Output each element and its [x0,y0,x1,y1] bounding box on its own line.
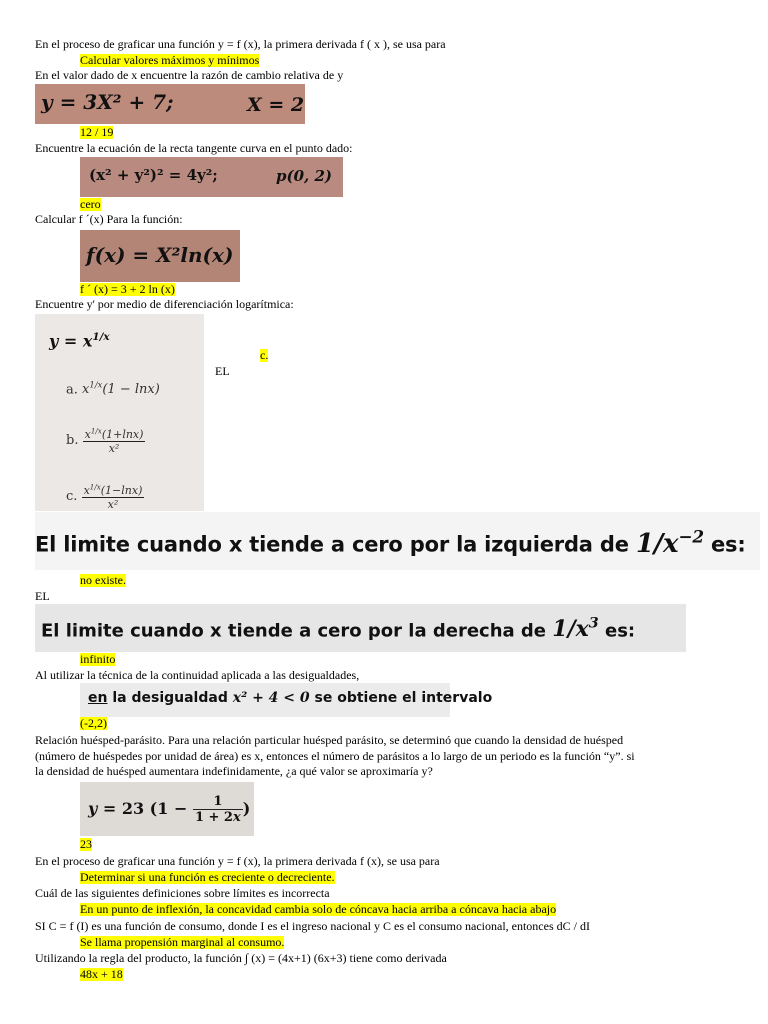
answer-highlight: cero [80,197,101,211]
answer-highlight: 12 / 19 [80,125,114,139]
question-text: Relación huésped-parásito. Para una relación particular huésped parásito, se determinó que cuando la densidad de huésped [35,733,624,747]
formula-text: y = 3X² + 7; [41,90,174,114]
side-label: EL [215,364,230,378]
question-text: Encuentre la ecuación de la recta tangente curva en el punto dado: [35,141,353,155]
answer-highlight: Se llama propensión marginal al consumo. [80,935,285,949]
point-label: p(0, 2) [276,167,333,185]
formula-text: f(x) = X²ln(x) [86,243,234,267]
question-text: Utilizando la regla del producto, la función ∫ (x) = (4x+1) (6x+3) tiene como derivada [35,951,447,965]
question-text: (número de huéspedes por unidad de área) es x, entonces el número de parásitos a lo largo de un periodo es la función “y”. si [35,749,635,763]
formula-image [80,683,493,717]
formula-image [80,157,343,197]
option-c: c. $\frac{x^{1/x}(1-\ln x)}{\text{x²}}$ [66,482,143,511]
given-value: X = 2 [247,94,305,116]
formula-text: (x² + y²)² = 4y²; [89,166,218,184]
answer-highlight: infinito [80,652,116,666]
formula-image [35,84,305,124]
answer-highlight: 48x + 18 [80,967,123,981]
formula-image [80,782,254,836]
answer-highlight: c. [260,348,269,362]
question-text: El limite cuando x tiende a cero por la izquierda de $1/x^{-2}$ es: [35,526,746,559]
answer-highlight: En un punto de inflexión, la concavidad cambia solo de cóncava hacia arriba a cóncava hacia abajo [80,902,557,916]
option-a: a. $x^{1/x}(1 - \ln x)$ [66,380,160,398]
answer-highlight: Calcular valores máximos y mínimos [80,53,260,67]
question-text: SI C = f (I) es una función de consumo, donde I es el ingreso nacional y C es el consumo nacional, entonces dC / dI [35,919,590,933]
question-text: El limite cuando x tiende a cero por la derecha de $1/x^3$ es: [41,616,636,643]
options-image [35,314,204,511]
question-text: Encuentre y' por medio de diferenciación logarítmica: [35,297,294,311]
question-text: en la desigualdad x² + 4 < 0 se obtiene el intervalo [88,690,493,706]
question-text: En el proceso de graficar una función y = f (x), la primera derivada f ( x ), se usa para [35,37,446,51]
formula-text: $y = x^{1/x}$ [49,331,110,351]
question-image [35,512,760,570]
question-text: Cuál de las siguientes definiciones sobre límites es incorrecta [35,886,330,900]
answer-highlight: 23 [80,837,92,851]
question-text: En el valor dado de x encuentre la razón de cambio relativa de y [35,68,344,82]
question-text: En el proceso de graficar una función y = f (x), la primera derivada f (x), se usa para [35,854,440,868]
option-b: b. $\frac{x^{1/x}(1+\ln x)}{\text{x²}}$ [66,426,144,455]
side-label: EL [35,589,50,603]
question-text: Al utilizar la técnica de la continuidad aplicada a las desigualdades, [35,668,360,682]
question-text: la densidad de huésped aumentara indefinidamente, ¿a qué valor se aproximaría y? [35,764,433,778]
answer-highlight: Determinar si una función es creciente o decreciente. [80,870,335,884]
question-text: Calcular f ´(x) Para la función: [35,212,183,226]
formula-image [80,230,240,282]
answer-highlight: f ´ (x) = 3 + 2 ln (x) [80,282,175,296]
formula-text: y = 23 (1 − $\frac{1}{1 + 2x}$ ) [88,794,251,825]
answer-highlight: no existe. [80,573,126,587]
answer-highlight: (-2,2) [80,716,107,730]
question-image [35,604,686,652]
